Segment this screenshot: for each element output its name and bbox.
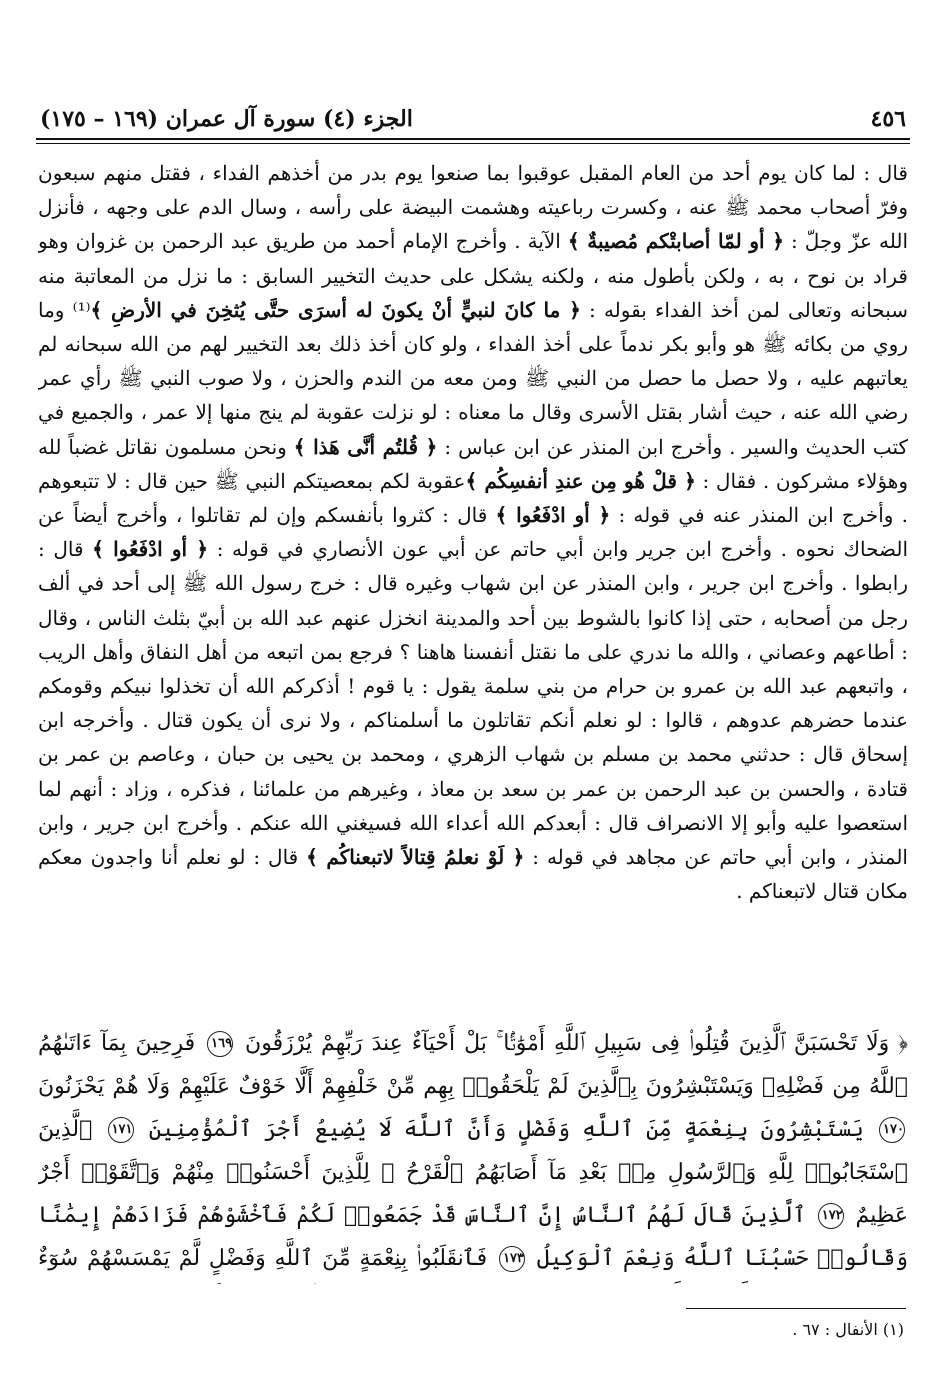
verse-text: ٱلَّذِينَ قَالَ لَهُمُ ٱلنَّاسُ إِنَّ ٱلنَّاسَ قَدْ جَمَعُوا۟ لَكُمْ فَٱخْشَوْهُمْ فَزَادَهُمْ إِيمَٰنًا وَقَالُوا۟ حَسْبُنَا ٱللَّهُ وَنِعْمَ ٱلْوَكِيلُ bbox=[38, 1203, 908, 1271]
quoted-verse: ﴿ أو ادْفَعُوا ﴾ bbox=[92, 537, 209, 562]
footnote: (١) الأنفال : ٦٧ . bbox=[792, 1320, 904, 1339]
verse-number-marker: ١٧٢ bbox=[818, 1203, 844, 1229]
verse-text: فَرِحِينَ بِمَآ ءَاتَىٰهُمُ ٱللَّهُ مِن فَضْلِهِۦ وَيَسْتَبْشِرُونَ بِٱلَّذِينَ لَمْ يَلْحَقُوا۟ بِهِم مِّنْ خَلْفِهِمْ أَلَّا خَوْفٌ عَلَيْهِمْ وَلَا هُمْ يَحْزَنُونَ bbox=[38, 1031, 908, 1099]
commentary-run: عقوبة لكم بمعصيتكم النبي ﷺ حين قال : لا تتبعوهم . وأخرج ابن المنذر عنه في قوله : bbox=[38, 468, 908, 528]
header-divider bbox=[36, 138, 910, 144]
running-title: الجزء (٤) سورة آل عمران (١٦٩ – ١٧٥) bbox=[40, 106, 413, 132]
verse-text: فَٱنقَلَبُوا۟ بِنِعْمَةٍ مِّنَ ٱللَّهِ وَفَضْلٍ لَّمْ يَمْسَسْهُمْ سُوٓءٌ bbox=[38, 1246, 488, 1271]
verse-text: يَسْتَبْشِرُونَ بِنِعْمَةٍ مِّنَ ٱللَّهِ وَفَضْلٍ وَأَنَّ ٱللَّهَ لَا يُضِيعُ أَجْرَ ٱلْمُؤْمِنِينَ bbox=[136, 1117, 876, 1142]
verse-number-marker: ١٦٩ bbox=[207, 1031, 233, 1057]
commentary-paragraph bbox=[38, 156, 908, 908]
commentary-run: قال : لو نعلم أنا واجدون معكم مكان قتال لاتبعناكم . bbox=[38, 845, 908, 904]
page-number: ٤٥٦ bbox=[870, 106, 906, 132]
quoted-verse: ﴿ قُلتُم أنَّى هَذا ﴾ bbox=[293, 434, 438, 459]
commentary-run: ونحن مسلمون نقاتل غضباً لله وهؤلاء مشركون . فقال : bbox=[38, 434, 908, 493]
verse-number-marker: ١٧٠ bbox=[879, 1117, 905, 1143]
quoted-verse: ﴿ أو لمّا أصابتْكم مُصيبةٌ ﴾ bbox=[567, 229, 784, 254]
quran-verses bbox=[38, 1022, 908, 1284]
commentary-run: الآية . وأخرج الإمام أحمد من طريق عبد الرحمن بن غزوان وهو قراد بن نوح ، به ، ولكن بأطول منه ، ولكنه يشكل على حديث التخيير السابق : ما نزل من المعاتبة منه سبحانه وتعالى لمن أخذ الفداء بقوله : bbox=[38, 229, 908, 322]
quoted-verse: ﴿ ما كانَ لنبيٍّ أنْ يكونَ له أسرَى حتَّى يُثخِنَ في الأرضِ ﴾ bbox=[90, 297, 581, 322]
quoted-verse: ﴿ لَوْ نعلمُ قِتالاً لاتبعناكُم ﴾ bbox=[306, 845, 525, 870]
footnote-divider bbox=[686, 1308, 906, 1309]
verse-number-marker: ١٧١ bbox=[108, 1117, 134, 1143]
quran-paragraph bbox=[38, 1022, 908, 1284]
commentary-run: قال : لما كان يوم أحد من العام المقبل عوقبوا بما صنعوا يوم بدر من أخذهم الفداء ، فقتل منهم سبعون وفرّ أصحاب محمد ﷺ عنه ، وكسرت رباعيته وهشمت البيضة على رأسه ، وسال الدم على وجهه ، فأنزل الله عزّ وجلّ : bbox=[38, 161, 908, 254]
verse-number-marker: ١٧٣ bbox=[499, 1246, 525, 1272]
verse-text: ﴿ وَلَا تَحْسَبَنَّ ٱلَّذِينَ قُتِلُوا۟ فِى سَبِيلِ ٱللَّهِ أَمْوَٰتًۢا ۚ بَلْ أَحْيَآءٌ عِندَ رَبِّهِمْ يُرْزَقُونَ bbox=[236, 1031, 908, 1056]
commentary-run: قال : رابطوا . وأخرج ابن جرير ، وابن المنذر عن ابن شهاب وغيره قال : خرج رسول الله ﷺ إلى أحد في ألف رجل من أصحابه ، حتى إذا كانوا بالشوط بين أحد والمدينة انخزل عنهم عبد الله بن أبيّ بثلث الناس ، وقال : أطاعهم وعصاني ، والله ما ندري على ما نقتل أنفسنا هاهنا ؟ فرجع بمن اتبعه من أهل النفاق وأهل الريب ، واتبعهم عبد الله بن عمرو بن حرام من بني سلمة يقول : يا قوم ! أذكركم الله أن تخذلوا نبيكم وقومكم عندما حضرهم عدوهم ، قالوا : لو نعلم أنكم تقاتلون ما أسلمناكم ، ولا نرى أن يكون قتال . وأخرجه ابن إسحاق قال : حدثني محمد بن مسلم بن شهاب الزهري ، ومحمد بن يحيى بن حبان ، وعاصم بن عمر بن قتادة ، والحسن بن عبد الرحمن بن عمر بن سعد بن معاذ ، وغيرهم من علمائنا ، فذكره ، وزاد : أنهم لما استعصوا عليه وأبو إلا الانصراف قال : أبعدكم الله أعداء الله فسيغني الله عنكم . وأخرج ابن جرير ، وابن المنذر ، وابن أبي حاتم عن مجاهد في قوله : bbox=[38, 537, 908, 870]
commentary-run: ⁽¹⁾ وما روي من بكائه ﷺ هو وأبو بكر ندماً على أخذ الفداء ، ولو كان أخذ ذلك بعد التخيير لهم من الله سبحانه لم يعاتبهم عليه ، ولا حصل ما حصل من النبي ﷺ ومن معه من الندم والحزن ، ولا صوب النبي ﷺ رأي عمر رضي الله عنه ، حيث أشار بقتل الأسرى وقال ما معناه : لو نزلت عقوبة لم ينج منها إلا عمر ، والجميع في كتب الحديث والسير . وأخرج ابن المنذر عن ابن عباس : bbox=[38, 297, 908, 459]
quoted-verse: ﴿ أو ادْفَعُوا ﴾ bbox=[495, 503, 611, 528]
commentary-run: قال : كثروا بأنفسكم وإن لم تقاتلوا ، وأخرج أيضاً عن الضحاك نحوه . وأخرج ابن جرير وابن أبي حاتم عن أبي عون الأنصاري في قوله : bbox=[38, 503, 908, 562]
commentary-text bbox=[38, 156, 908, 1014]
verse-text: ٱلَّذِينَ ٱسْتَجَابُوا۟ لِلَّهِ وَٱلرَّسُولِ مِنۢ بَعْدِ مَآ أَصَابَهُمُ ٱلْقَرْحُ ۚ لِلَّذِينَ أَحْسَنُوا۟ مِنْهُمْ وَٱتَّقَوْا۟ أَجْرٌ عَظِيمٌ bbox=[38, 1117, 908, 1228]
page-header bbox=[40, 92, 906, 132]
quoted-verse: ﴿ قلْ هُو مِن عندِ أنفسِكُم ﴾ bbox=[465, 468, 696, 493]
